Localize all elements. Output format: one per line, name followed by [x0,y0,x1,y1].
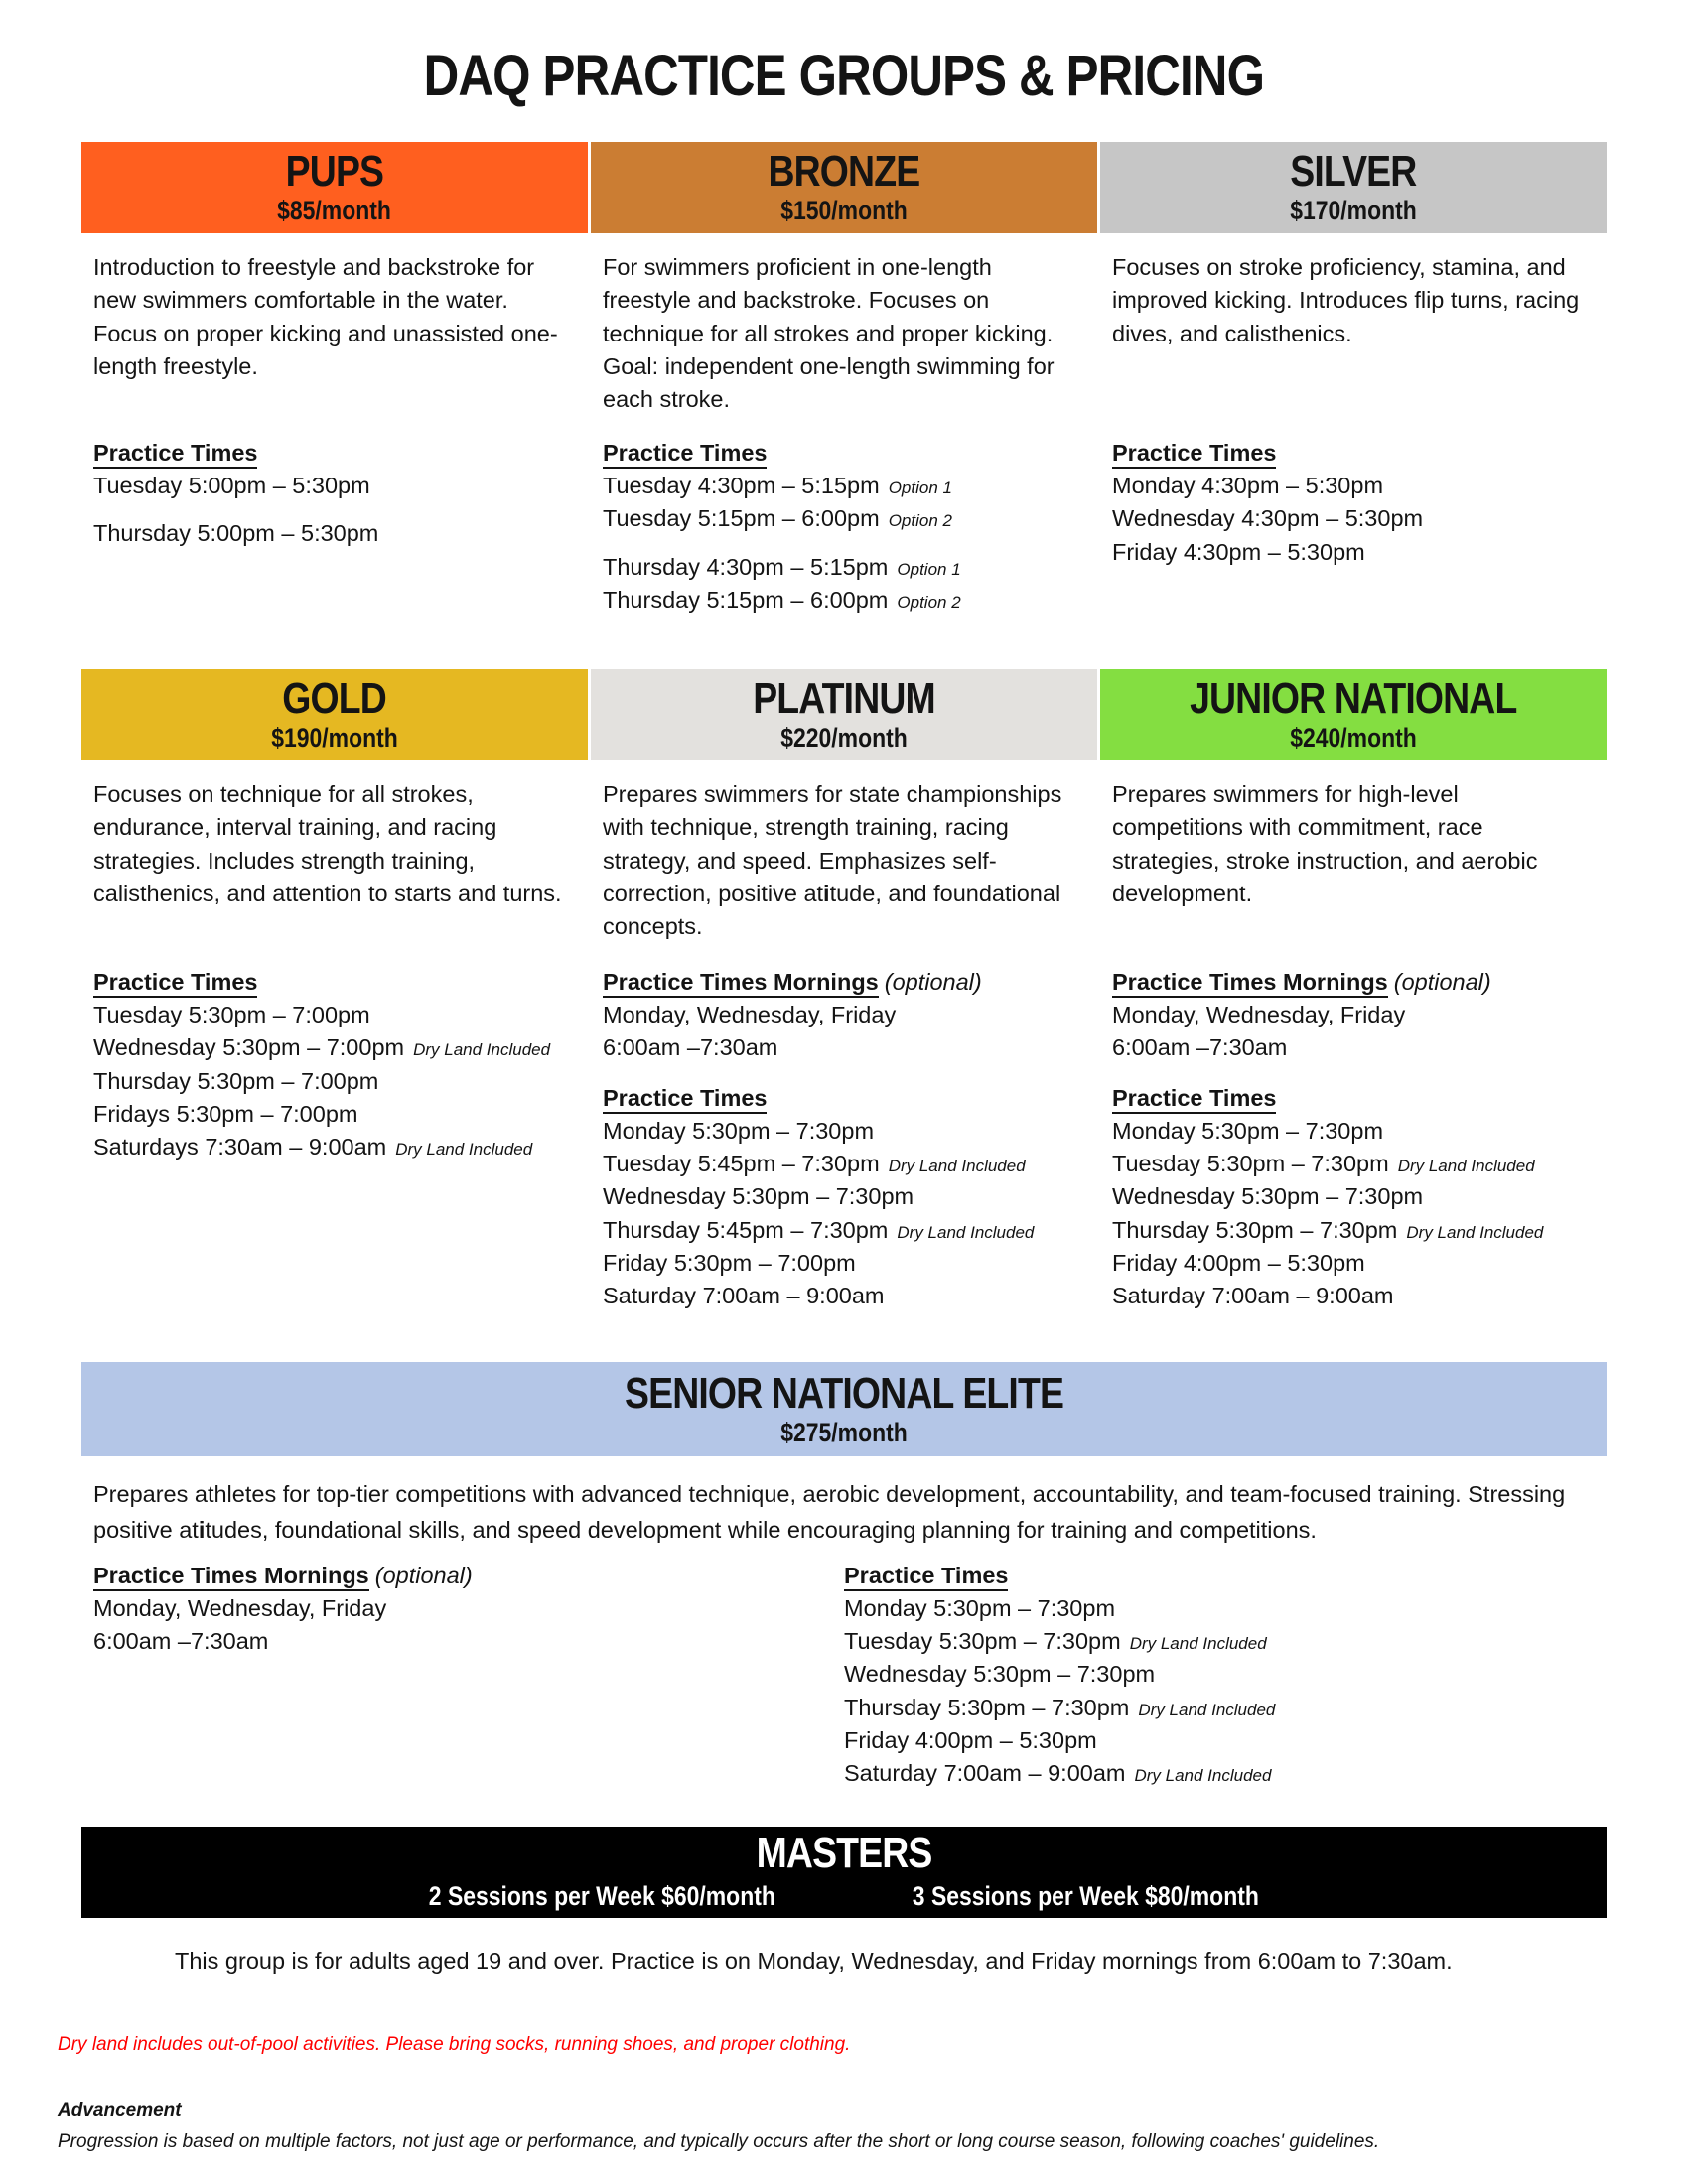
practice-time-line: Tuesday 5:15pm – 6:00pm Option 2 [603,505,952,532]
time-note: Dry Land Included [1406,1222,1544,1242]
practice-time-line: Monday, Wednesday, Friday [93,1594,387,1621]
practice-times-heading: Practice Times [603,1085,1085,1112]
practice-time-line: Wednesday 5:30pm – 7:30pm [1112,1183,1424,1210]
practice-times-heading: Practice Times Mornings (optional) [93,1563,844,1589]
practice-time-line: Tuesday 5:30pm – 7:30pm Dry Land Included [1112,1150,1535,1176]
senior-mornings-column [93,1563,844,1791]
group-card-masters [81,1827,1607,1975]
group-price: $170/month [1290,196,1417,226]
group-description: For swimmers proficient in one-length freestyle and backstroke. Focuses on technique for all strokes and proper kicking. Goal: independent one-length swimming for each stroke. [603,253,1055,413]
practice-time-line: Fridays 5:30pm – 7:00pm [93,1100,358,1127]
practice-time-line: Thursday 5:15pm – 6:00pm Option 2 [603,586,961,613]
practice-time-line: Tuesday 5:30pm – 7:00pm [93,1001,370,1027]
dry-land-note: Dry land includes out-of-pool activities. Please bring socks, running shoes, and proper clothing. [58,2033,851,2055]
practice-times-heading: Practice Times Mornings (optional) [1112,969,1595,996]
senior-evenings-column [844,1563,1595,1791]
practice-time-line: Tuesday 5:45pm – 7:30pm Dry Land Included [603,1150,1026,1176]
group-name: PLATINUM [753,674,935,724]
practice-times-section [1112,969,1595,1065]
group-header-junior-national [1100,669,1607,760]
practice-time-line: Saturday 7:00am – 9:00am [603,1283,885,1309]
time-note: Option 1 [897,559,961,579]
practice-times-section [93,1563,844,1659]
practice-times-heading: Practice Times [844,1563,1595,1589]
group-name: PUPS [285,147,384,197]
practice-time-line: Tuesday 5:00pm – 5:30pm [93,472,370,498]
practice-times-section [93,969,576,1164]
group-description: Prepares swimmers for high-level competitions with commitment, race strategies, stroke instruction, and aerobic development. [1112,780,1538,906]
group-body [1100,760,1607,1354]
practice-times-section [1112,440,1595,569]
group-name: BRONZE [768,147,920,197]
group-card-silver [1100,142,1607,663]
practice-times-section [93,440,576,551]
advancement-text: Progression is based on multiple factors, not just age or performance, and typically occurs after the short or long course season, following coaches' guidelines. [58,2130,1380,2152]
practice-time-line: Thursday 5:30pm – 7:30pm Dry Land Included [844,1694,1276,1720]
time-note: Dry Land Included [888,1156,1026,1175]
group-description: Focuses on stroke proficiency, stamina, and improved kicking. Introduces flip turns, racing dives, and calisthenics. [1112,253,1580,346]
group-price: $275/month [780,1417,908,1447]
practice-time-line: Friday 5:30pm – 7:00pm [603,1249,856,1276]
groups-row-1 [81,142,1607,663]
group-description: Introduction to freestyle and backstroke for new swimmers comfortable in the water. Focus on proper kicking and unassisted one-length freestyle. [93,253,558,379]
time-note: Dry Land Included [413,1040,551,1060]
practice-time-line: Monday 4:30pm – 5:30pm [1112,472,1384,498]
time-note: Option 2 [897,592,961,612]
practice-times-block [93,969,576,1164]
group-price: $240/month [1290,723,1417,753]
practice-time-line: Wednesday 4:30pm – 5:30pm [1112,505,1424,532]
practice-time-line: Thursday 5:30pm – 7:00pm [93,1067,379,1094]
practice-time-line: Wednesday 5:30pm – 7:30pm [844,1661,1156,1688]
practice-times-block [603,440,1085,616]
practice-times-section [603,440,1085,616]
practice-times-heading: Practice Times Mornings (optional) [603,969,1085,996]
practice-times-section [1112,1085,1595,1313]
group-name: SILVER [1290,147,1417,197]
optional-label: (optional) [884,968,982,995]
practice-time-line: Thursday 5:30pm – 7:30pm Dry Land Included [1112,1216,1544,1243]
practice-time-line: Saturday 7:00am – 9:00am Dry Land Included [844,1760,1272,1787]
practice-times-block [93,440,576,551]
practice-time-line: Thursday 5:45pm – 7:30pm Dry Land Included [603,1216,1035,1243]
group-body [591,233,1097,663]
practice-times-section [603,969,1085,1065]
time-note: Dry Land Included [1129,1634,1267,1653]
time-note: Dry Land Included [897,1222,1035,1242]
group-card-platinum [591,669,1097,1354]
senior-practice-columns [93,1563,1595,1791]
group-card-senior-national-elite [81,1362,1607,1791]
practice-time-line: Thursday 5:00pm – 5:30pm [93,520,379,547]
masters-description: This group is for adults aged 19 and over. Practice is on Monday, Wednesday, and Friday mornings from 6:00am to 7:30am. [175,1947,1453,1974]
groups-row-2 [81,669,1607,1354]
practice-time-line: Friday 4:30pm – 5:30pm [1112,538,1365,565]
practice-times-heading: Practice Times [93,440,576,467]
group-header-platinum [591,669,1097,760]
group-name: SENIOR NATIONAL ELITE [624,1368,1064,1418]
practice-times-section [844,1563,1595,1791]
optional-label: (optional) [1393,968,1491,995]
practice-time-line: Wednesday 5:30pm – 7:30pm [603,1183,914,1210]
practice-time-line: 6:00am –7:30am [93,1628,269,1654]
group-header-bronze [591,142,1097,233]
advancement-heading: Advancement [58,2099,182,2120]
masters-pricing [398,1881,1289,1912]
time-note: Option 2 [888,511,952,531]
practice-time-line: Wednesday 5:30pm – 7:00pm Dry Land Included [93,1034,551,1061]
group-header-gold [81,669,588,760]
practice-times-section [603,1085,1085,1313]
practice-time-line: Tuesday 4:30pm – 5:15pm Option 1 [603,472,952,498]
group-card-pups [81,142,588,663]
group-card-junior-national [1100,669,1607,1354]
group-card-bronze [591,142,1097,663]
practice-time-line: 6:00am –7:30am [603,1034,778,1061]
group-description: Focuses on technique for all strokes, endurance, interval training, and racing strategies. Includes strength training, calisthenics, and attention to starts and turns. [93,780,562,906]
practice-time-line: Monday, Wednesday, Friday [1112,1001,1406,1027]
time-note: Dry Land Included [395,1140,533,1160]
group-price: $85/month [277,196,392,226]
practice-time-line: Monday 5:30pm – 7:30pm [1112,1117,1384,1144]
group-name: MASTERS [756,1829,932,1878]
practice-time-line: Monday 5:30pm – 7:30pm [603,1117,875,1144]
group-description: Prepares swimmers for state championships with technique, strength training, racing strategy, and speed. Emphasizes self-correction, positive atitude, and foundational concepts. [603,780,1062,940]
time-note: Dry Land Included [1138,1700,1276,1719]
practice-times-heading: Practice Times [93,969,576,996]
time-note: Option 1 [888,478,952,497]
practice-time-line: Saturday 7:00am – 9:00am [1112,1283,1394,1309]
practice-time-line: Monday 5:30pm – 7:30pm [844,1594,1116,1621]
practice-times-heading: Practice Times [1112,440,1595,467]
time-note: Dry Land Included [1397,1156,1535,1175]
time-note: Dry Land Included [1134,1766,1272,1786]
practice-times-block [603,969,1085,1313]
group-name: JUNIOR NATIONAL [1190,674,1517,724]
practice-time-line: 6:00am –7:30am [1112,1034,1288,1061]
practice-time-line: Monday, Wednesday, Friday [603,1001,897,1027]
masters-pricing-3-sessions: 3 Sessions per Week $80/month [912,1881,1259,1912]
group-body [81,760,588,1354]
group-description: Prepares athletes for top-tier competitions with advanced technique, aerobic development, accountability, and team-focused training. Stressing positive atitudes, foundational skills, and speed development while encouraging planning for training and competitions. [93,1480,1566,1544]
group-header-silver [1100,142,1607,233]
practice-time-line: Friday 4:00pm – 5:30pm [1112,1249,1365,1276]
group-price: $190/month [271,723,398,753]
group-price: $220/month [780,723,908,753]
group-header-senior-national-elite [81,1362,1607,1456]
practice-times-heading: Practice Times [1112,1085,1595,1112]
practice-time-line: Friday 4:00pm – 5:30pm [844,1727,1097,1754]
practice-time-line: Tuesday 5:30pm – 7:30pm Dry Land Included [844,1628,1267,1654]
group-price: $150/month [780,196,908,226]
group-body [591,760,1097,1354]
optional-label: (optional) [374,1562,473,1588]
practice-time-line: Saturdays 7:30am – 9:00am Dry Land Included [93,1134,533,1160]
group-header-pups [81,142,588,233]
practice-times-heading: Practice Times [603,440,1085,467]
group-body [1100,233,1607,663]
practice-time-line: Thursday 4:30pm – 5:15pm Option 1 [603,553,961,580]
group-card-gold [81,669,588,1354]
practice-times-block [1112,969,1595,1313]
practice-times-block [1112,440,1595,569]
group-header-masters [81,1827,1607,1918]
masters-pricing-2-sessions: 2 Sessions per Week $60/month [429,1881,776,1912]
group-body [81,233,588,663]
group-name: GOLD [282,674,387,724]
page-title: DAQ PRACTICE GROUPS & PRICING [423,44,1265,108]
